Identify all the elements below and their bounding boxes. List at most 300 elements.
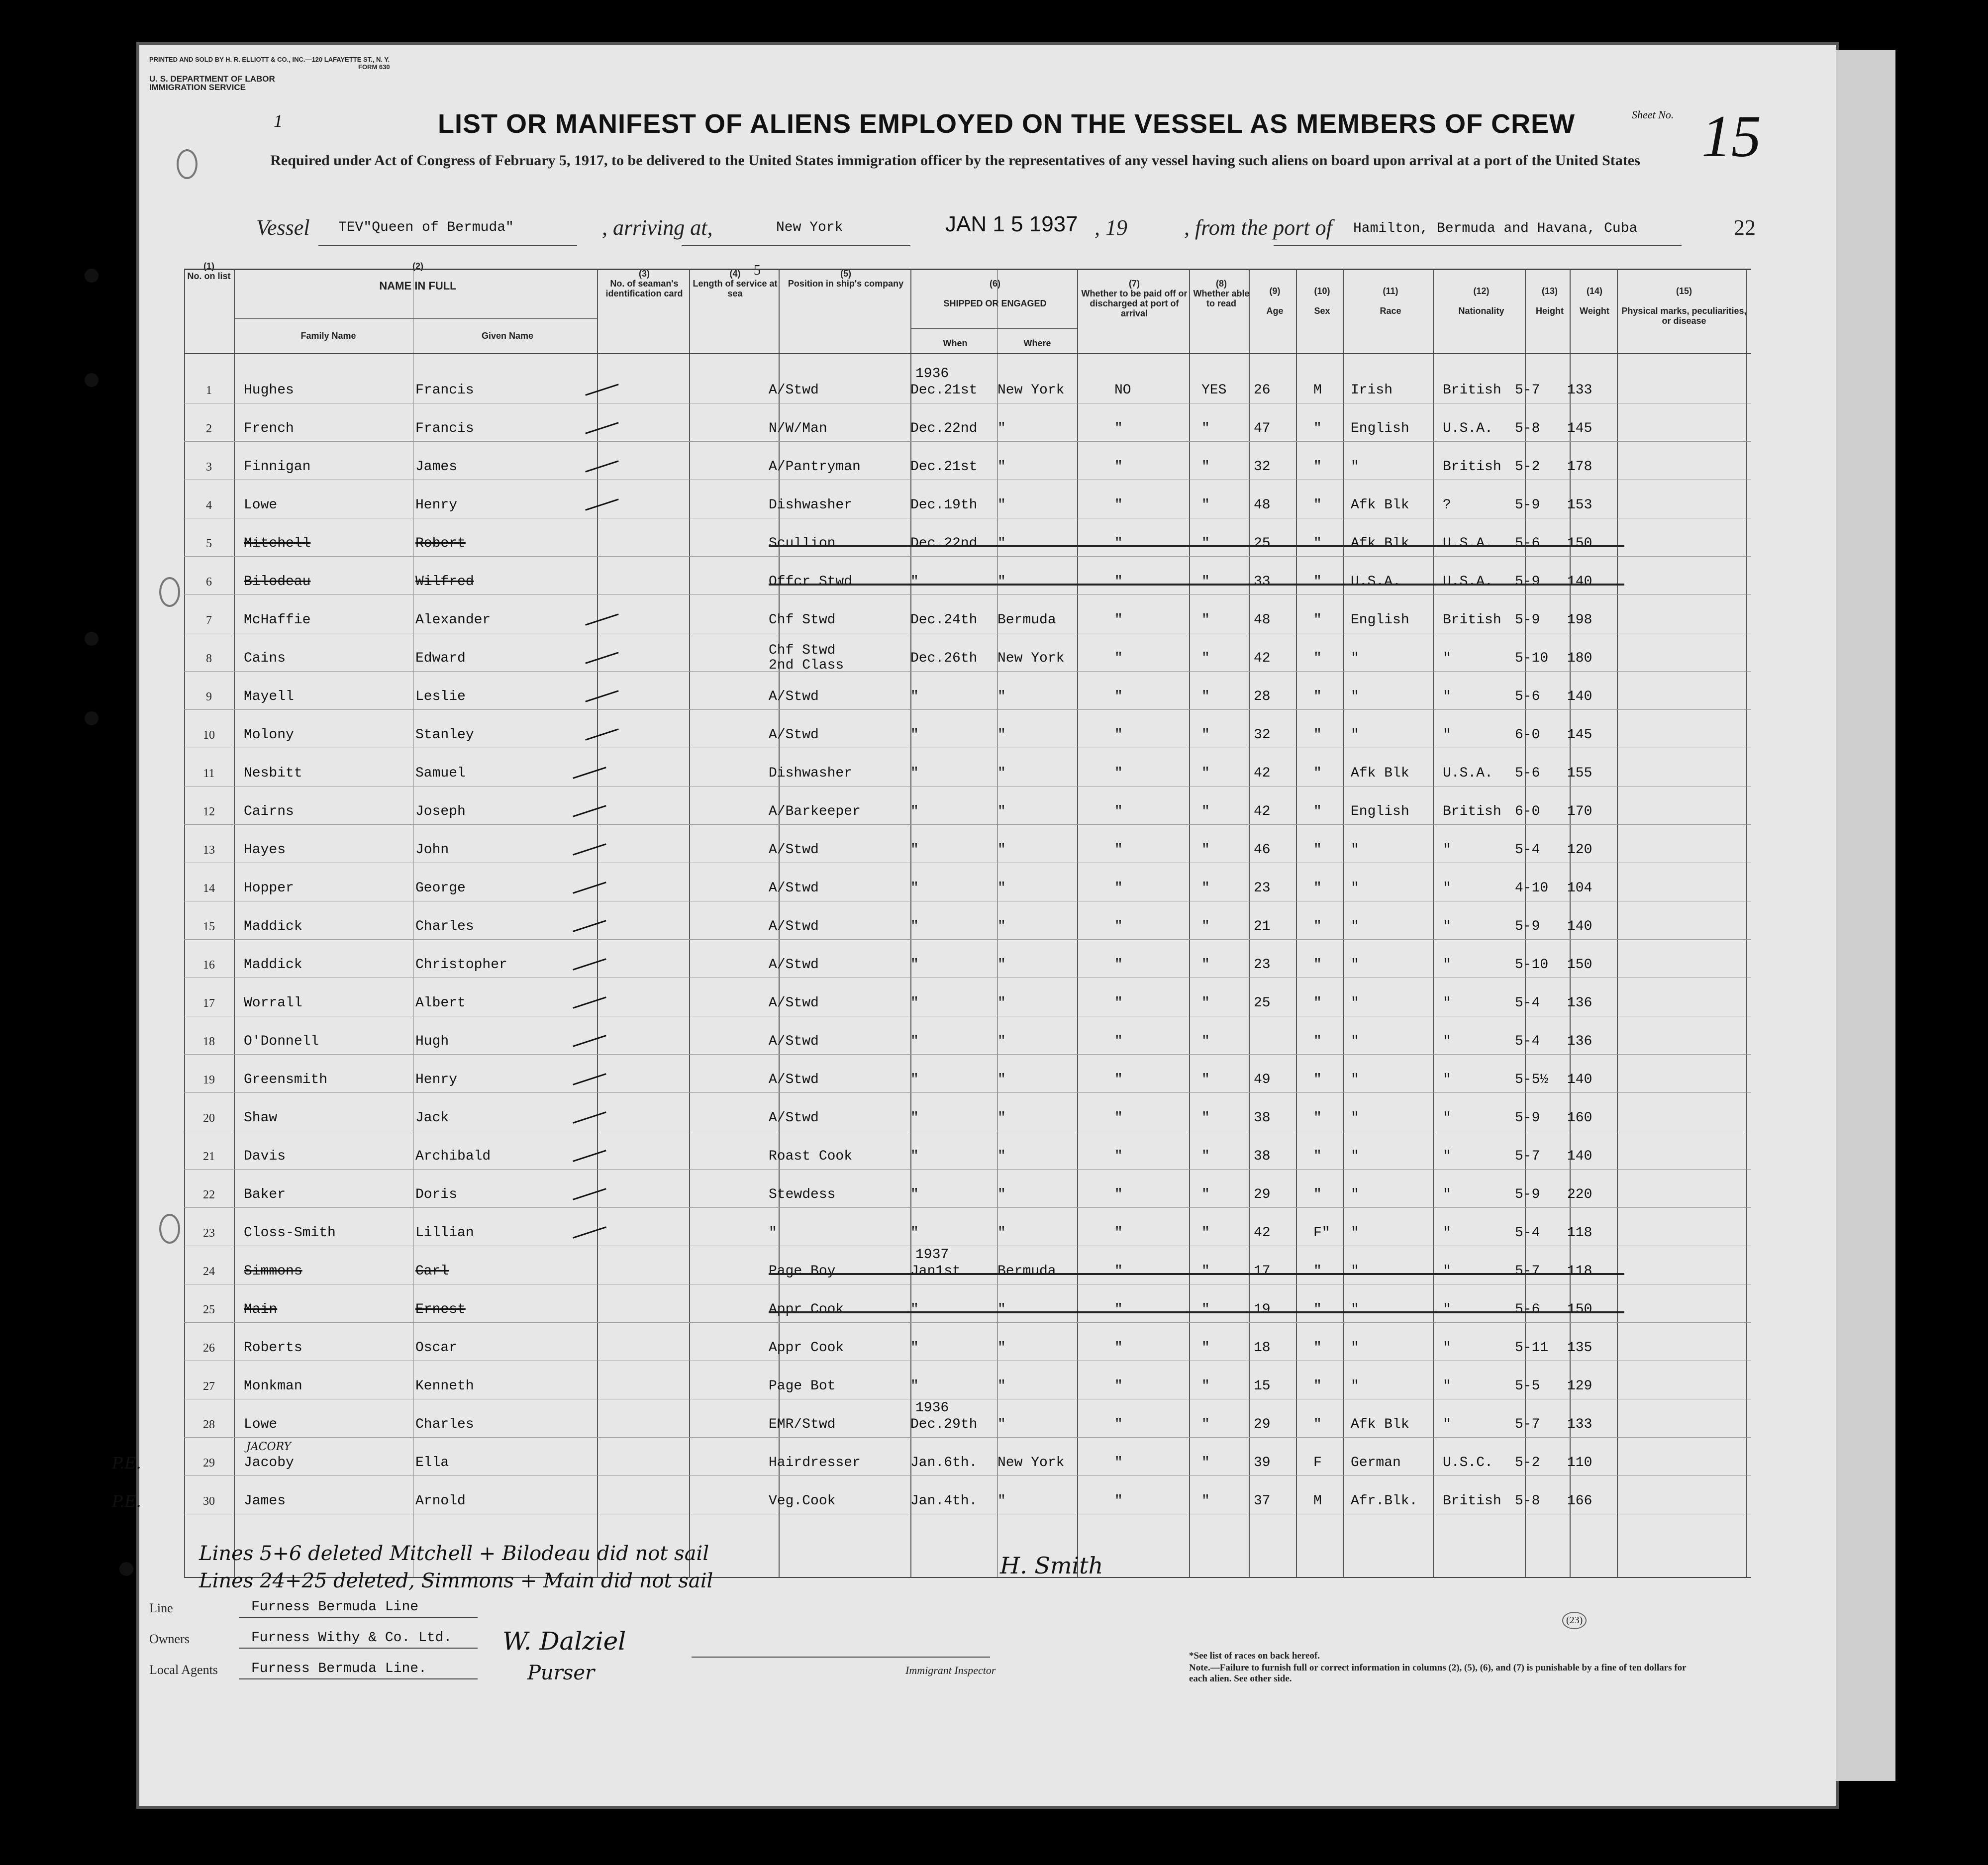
cell-weight: 110 bbox=[1567, 1455, 1592, 1471]
col2a-header: Family Name bbox=[300, 331, 356, 341]
cell-no: 13 bbox=[203, 844, 215, 857]
cell-weight: 198 bbox=[1567, 612, 1592, 628]
cell-position: A/Stwd bbox=[769, 383, 819, 398]
cell-given: Leslie bbox=[415, 689, 466, 704]
cell-sex: F bbox=[1313, 1455, 1322, 1471]
cell-age: 38 bbox=[1254, 1110, 1271, 1126]
cell-no: 8 bbox=[206, 652, 212, 665]
cell-when-year: 1936 bbox=[915, 1400, 949, 1416]
cell-height: 5-10 bbox=[1515, 957, 1549, 973]
row-rule bbox=[184, 1169, 1751, 1170]
cell-read: " bbox=[1201, 459, 1210, 475]
arriving-port: New York bbox=[776, 220, 843, 235]
cell-age: 19 bbox=[1254, 1302, 1271, 1317]
cell-when: " bbox=[910, 1340, 919, 1356]
cell-weight: 220 bbox=[1567, 1187, 1592, 1202]
cell-when: " bbox=[910, 574, 919, 589]
cell-race: " bbox=[1351, 1149, 1359, 1164]
cell-family: Cains bbox=[244, 651, 286, 666]
cell-no: 2 bbox=[206, 422, 212, 435]
cell-weight: 155 bbox=[1567, 766, 1592, 781]
cell-nat: British bbox=[1443, 1493, 1501, 1509]
cell-read: " bbox=[1201, 957, 1210, 973]
cell-where: " bbox=[997, 881, 1006, 896]
cell-paid-off: " bbox=[1114, 536, 1123, 551]
cell-age: 17 bbox=[1254, 1264, 1271, 1279]
penalty-note: Note.—Failure to furnish full or correct information in columns (2), (5), (6), and (7) is punishable by a fine of ten dollars for each alien. See other side. bbox=[1189, 1663, 1687, 1684]
cell-read: " bbox=[1201, 1264, 1210, 1279]
cell-height: 5-7 bbox=[1515, 1149, 1540, 1164]
cell-height: 5-4 bbox=[1515, 1225, 1540, 1241]
vessel-label: Vessel bbox=[256, 215, 310, 240]
cell-position: " bbox=[769, 1225, 777, 1241]
cell-weight: 120 bbox=[1567, 842, 1592, 858]
cell-nat: U.S.A. bbox=[1443, 536, 1493, 551]
agents-value: Furness Bermuda Line. bbox=[251, 1661, 427, 1676]
cell-paid-off: " bbox=[1114, 689, 1123, 704]
cell-age: 15 bbox=[1254, 1378, 1271, 1394]
cell-sex: " bbox=[1313, 957, 1322, 973]
cell-no: 25 bbox=[203, 1303, 215, 1316]
cell-age: 49 bbox=[1254, 1072, 1271, 1087]
cell-paid-off: " bbox=[1114, 574, 1123, 589]
voyage-line bbox=[149, 212, 1756, 260]
cell-read: " bbox=[1201, 536, 1210, 551]
cell-given: Edward bbox=[415, 651, 466, 666]
cell-age: 42 bbox=[1254, 651, 1271, 666]
cell-given: Lillian bbox=[415, 1225, 474, 1241]
cell-when: " bbox=[910, 919, 919, 934]
cell-position: A/Stwd bbox=[769, 727, 819, 743]
cell-sex: M bbox=[1313, 383, 1322, 398]
deletion-line bbox=[769, 1273, 1624, 1275]
cell-when: Jan1st bbox=[910, 1264, 961, 1279]
cell-weight: 129 bbox=[1567, 1378, 1592, 1394]
row-rule bbox=[184, 1322, 1751, 1323]
cell-paid-off: " bbox=[1114, 1072, 1123, 1087]
cell-nat: " bbox=[1443, 1110, 1451, 1126]
cell-position: A/Barkeeper bbox=[769, 804, 861, 819]
cell-where: " bbox=[997, 1187, 1006, 1202]
cell-weight: 150 bbox=[1567, 957, 1592, 973]
cell-given: John bbox=[415, 842, 449, 858]
margin-number: 22 bbox=[1734, 215, 1756, 240]
cell-where: " bbox=[997, 1417, 1006, 1432]
cell-when: Dec.21st bbox=[910, 459, 978, 475]
cell-where: " bbox=[997, 1302, 1006, 1317]
cell-read: " bbox=[1201, 727, 1210, 743]
cell-when: " bbox=[910, 1149, 919, 1164]
cell-age: 39 bbox=[1254, 1455, 1271, 1471]
cell-weight: 180 bbox=[1567, 651, 1592, 666]
cell-height: 5-9 bbox=[1515, 612, 1540, 628]
cell-nat: " bbox=[1443, 995, 1451, 1011]
cell-race: " bbox=[1351, 842, 1359, 858]
cell-read: " bbox=[1201, 919, 1210, 934]
row-rule bbox=[184, 594, 1751, 595]
cell-when: " bbox=[910, 842, 919, 858]
cell-height: 5-5½ bbox=[1515, 1072, 1549, 1087]
cell-age: 48 bbox=[1254, 497, 1271, 513]
row-rule bbox=[184, 1437, 1751, 1438]
cell-where: Bermuda bbox=[997, 612, 1056, 628]
cell-read: " bbox=[1201, 651, 1210, 666]
cell-given: Carl bbox=[415, 1264, 449, 1279]
cell-where: " bbox=[997, 459, 1006, 475]
cell-weight: 166 bbox=[1567, 1493, 1592, 1509]
cell-height: 5-7 bbox=[1515, 1417, 1540, 1432]
cell-race: " bbox=[1351, 1110, 1359, 1126]
cell-race: " bbox=[1351, 919, 1359, 934]
cell-given: Francis bbox=[415, 421, 474, 436]
row-rule bbox=[184, 1207, 1751, 1208]
from-port: Hamilton, Bermuda and Havana, Cuba bbox=[1353, 221, 1638, 236]
cell-read: " bbox=[1201, 1187, 1210, 1202]
cell-race: " bbox=[1351, 727, 1359, 743]
cell-race: " bbox=[1351, 459, 1359, 475]
cell-where: New York bbox=[997, 383, 1065, 398]
cell-position: Stewdess bbox=[769, 1187, 836, 1202]
cell-nat: " bbox=[1443, 1378, 1451, 1394]
cell-read: " bbox=[1201, 1340, 1210, 1356]
cell-no: 6 bbox=[206, 576, 212, 589]
cell-paid-off: " bbox=[1114, 766, 1123, 781]
cell-race: Irish bbox=[1351, 383, 1393, 398]
cell-where: " bbox=[997, 1149, 1006, 1164]
year-label: , 19 bbox=[1094, 215, 1127, 240]
cell-nat: British bbox=[1443, 612, 1501, 628]
cell-where: New York bbox=[997, 1455, 1065, 1471]
cell-paid-off: " bbox=[1114, 421, 1123, 436]
from-label: , from the port of bbox=[1184, 215, 1332, 240]
deletion-line bbox=[769, 1311, 1624, 1313]
cell-paid-off: " bbox=[1114, 842, 1123, 858]
cell-height: 4-10 bbox=[1515, 881, 1549, 896]
cell-nat: U.S.A. bbox=[1443, 421, 1493, 436]
cell-race: Afk Blk bbox=[1351, 1417, 1409, 1432]
cell-sex: " bbox=[1313, 1417, 1322, 1432]
cell-family: Greensmith bbox=[244, 1072, 328, 1087]
cell-no: 15 bbox=[203, 920, 215, 933]
cell-where: " bbox=[997, 995, 1006, 1011]
cell-height: 5-11 bbox=[1515, 1340, 1549, 1356]
cell-when: " bbox=[910, 957, 919, 973]
cell-weight: 160 bbox=[1567, 1110, 1592, 1126]
cell-where: " bbox=[997, 574, 1006, 589]
cell-race: " bbox=[1351, 881, 1359, 896]
cell-paid-off: " bbox=[1114, 497, 1123, 513]
cell-no: 3 bbox=[206, 461, 212, 474]
cell-paid-off: " bbox=[1114, 727, 1123, 743]
cell-age: 23 bbox=[1254, 881, 1271, 896]
deletion-line bbox=[769, 584, 1624, 586]
row-rule bbox=[184, 1054, 1751, 1055]
cell-position: A/Stwd bbox=[769, 1034, 819, 1049]
cell-family: Lowe bbox=[244, 497, 278, 513]
races-note: *See list of races on back hereof. bbox=[1189, 1651, 1320, 1661]
cell-when: " bbox=[910, 689, 919, 704]
cell-no: 24 bbox=[203, 1265, 215, 1278]
cell-when: " bbox=[910, 766, 919, 781]
cell-read: " bbox=[1201, 1455, 1210, 1471]
cell-given: Samuel bbox=[415, 766, 466, 781]
cell-height: 5-10 bbox=[1515, 651, 1549, 666]
cell-sex: " bbox=[1313, 497, 1322, 513]
cell-no: 22 bbox=[203, 1188, 215, 1201]
cell-age: 23 bbox=[1254, 957, 1271, 973]
cell-position: Page Boy bbox=[769, 1264, 836, 1279]
cell-position: A/Stwd bbox=[769, 881, 819, 896]
cell-nat: " bbox=[1443, 727, 1451, 743]
cell-given: Henry bbox=[415, 1072, 458, 1087]
cell-read: " bbox=[1201, 1378, 1210, 1394]
margin-mark: P.E. bbox=[112, 1492, 141, 1511]
cell-height: 5-6 bbox=[1515, 689, 1540, 704]
cell-age: 25 bbox=[1254, 536, 1271, 551]
cell-no: 21 bbox=[203, 1150, 215, 1163]
cell-where: " bbox=[997, 1034, 1006, 1049]
cell-no: 30 bbox=[203, 1495, 215, 1508]
cell-read: " bbox=[1201, 804, 1210, 819]
cell-height: 6-0 bbox=[1515, 727, 1540, 743]
cell-family: Mitchell bbox=[244, 536, 311, 551]
cell-given: Charles bbox=[415, 919, 474, 934]
cell-height: 5-6 bbox=[1515, 766, 1540, 781]
cell-nat: " bbox=[1443, 1417, 1451, 1432]
cell-height: 5-6 bbox=[1515, 536, 1540, 551]
cell-read: " bbox=[1201, 1417, 1210, 1432]
cell-weight: 145 bbox=[1567, 421, 1592, 436]
cell-read: " bbox=[1201, 421, 1210, 436]
cell-position: A/Pantryman bbox=[769, 459, 861, 475]
cell-family: Roberts bbox=[244, 1340, 302, 1356]
cell-paid-off: " bbox=[1114, 1110, 1123, 1126]
purser-signature: W. Dalziel bbox=[502, 1627, 626, 1656]
cell-family: Nesbitt bbox=[244, 766, 302, 781]
cell-family: Mayell bbox=[244, 689, 294, 704]
cell-age: 32 bbox=[1254, 459, 1271, 475]
cell-read: " bbox=[1201, 689, 1210, 704]
sheet-number: 15 bbox=[1701, 103, 1761, 169]
cell-weight: 136 bbox=[1567, 995, 1592, 1011]
cell-height: 5-6 bbox=[1515, 1302, 1540, 1317]
binder-hole-dark bbox=[85, 269, 99, 283]
cell-race: " bbox=[1351, 957, 1359, 973]
department: U. S. DEPARTMENT OF LABOR IMMIGRATION SERVICE bbox=[149, 74, 275, 92]
cell-nat: " bbox=[1443, 651, 1451, 666]
cell-weight: 140 bbox=[1567, 689, 1592, 704]
cell-given: Hugh bbox=[415, 1034, 449, 1049]
cell-height: 5-5 bbox=[1515, 1378, 1540, 1394]
cell-family: Hayes bbox=[244, 842, 286, 858]
cell-age: 29 bbox=[1254, 1417, 1271, 1432]
cell-no: 14 bbox=[203, 882, 215, 895]
cell-paid-off: " bbox=[1114, 612, 1123, 628]
cell-read: " bbox=[1201, 574, 1210, 589]
cell-nat: U.S.C. bbox=[1443, 1455, 1493, 1471]
cell-where: New York bbox=[997, 651, 1065, 666]
cell-nat: " bbox=[1443, 1072, 1451, 1087]
cell-given: Henry bbox=[415, 497, 458, 513]
page-edge bbox=[1836, 50, 1895, 1781]
cell-sex: " bbox=[1313, 1072, 1322, 1087]
cell-when: Dec.19th bbox=[910, 497, 978, 513]
cell-nat: " bbox=[1443, 1149, 1451, 1164]
stamp-mark: (23) bbox=[1562, 1612, 1587, 1629]
cell-paid-off: " bbox=[1114, 651, 1123, 666]
cell-age: 29 bbox=[1254, 1187, 1271, 1202]
cell-height: 5-4 bbox=[1515, 995, 1540, 1011]
cell-position: A/Stwd bbox=[769, 957, 819, 973]
cell-when: " bbox=[910, 1072, 919, 1087]
cell-where: " bbox=[997, 1225, 1006, 1241]
line-value: Furness Bermuda Line bbox=[251, 1599, 419, 1615]
cell-no: 18 bbox=[203, 1035, 215, 1048]
cell-where: " bbox=[997, 727, 1006, 743]
cell-height: 5-9 bbox=[1515, 497, 1540, 513]
cell-family: Maddick bbox=[244, 957, 302, 973]
cell-race: English bbox=[1351, 612, 1409, 628]
cell-race: " bbox=[1351, 651, 1359, 666]
cell-age: 42 bbox=[1254, 1225, 1271, 1241]
cell-given: Oscar bbox=[415, 1340, 458, 1356]
cell-given: Christopher bbox=[415, 957, 507, 973]
agents-label: Local Agents bbox=[149, 1663, 218, 1677]
cell-when: " bbox=[910, 881, 919, 896]
col4-header: (4) Length of service at sea bbox=[693, 269, 778, 298]
cell-race: " bbox=[1351, 1072, 1359, 1087]
cell-when: " bbox=[910, 1225, 919, 1241]
cell-weight: 150 bbox=[1567, 1302, 1592, 1317]
cell-no: 16 bbox=[203, 959, 215, 972]
cell-age: 32 bbox=[1254, 727, 1271, 743]
cell-height: 5-9 bbox=[1515, 1187, 1540, 1202]
cell-when: " bbox=[910, 995, 919, 1011]
cell-where: " bbox=[997, 842, 1006, 858]
cell-family: Main bbox=[244, 1302, 278, 1317]
cell-where: " bbox=[997, 689, 1006, 704]
cell-no: 19 bbox=[203, 1074, 215, 1086]
cell-position: Appr Cook bbox=[769, 1302, 844, 1317]
col1-header: (1) No. on list bbox=[187, 261, 231, 281]
cell-paid-off: " bbox=[1114, 459, 1123, 475]
cell-paid-off: " bbox=[1114, 804, 1123, 819]
cell-family: Finnigan bbox=[244, 459, 311, 475]
cell-position: Chf Stwd 2nd Class bbox=[769, 643, 844, 673]
cell-read: " bbox=[1201, 842, 1210, 858]
cell-age: 38 bbox=[1254, 1149, 1271, 1164]
cell-sex: " bbox=[1313, 881, 1322, 896]
cell-given: Doris bbox=[415, 1187, 458, 1202]
cell-weight: 136 bbox=[1567, 1034, 1592, 1049]
cell-family: Worrall bbox=[244, 995, 302, 1011]
cell-read: " bbox=[1201, 1149, 1210, 1164]
cell-nat: " bbox=[1443, 957, 1451, 973]
col14-header: (14) Weight bbox=[1580, 286, 1609, 316]
cell-paid-off: " bbox=[1114, 1302, 1123, 1317]
cell-sex: " bbox=[1313, 995, 1322, 1011]
row-rule bbox=[184, 671, 1751, 672]
cell-no: 29 bbox=[203, 1457, 215, 1470]
cell-family: Monkman bbox=[244, 1378, 302, 1394]
cell-height: 5-2 bbox=[1515, 459, 1540, 475]
cell-weight: 118 bbox=[1567, 1225, 1592, 1241]
row-rule bbox=[184, 1092, 1751, 1093]
cell-sex: F" bbox=[1313, 1225, 1330, 1241]
cell-nat: " bbox=[1443, 1225, 1451, 1241]
cell-paid-off: " bbox=[1114, 995, 1123, 1011]
binder-hole bbox=[159, 577, 180, 607]
cell-position: Dishwasher bbox=[769, 497, 853, 513]
cell-weight: 140 bbox=[1567, 1072, 1592, 1087]
cell-read: " bbox=[1201, 1302, 1210, 1317]
cell-height: 5-2 bbox=[1515, 1455, 1540, 1471]
cell-race: " bbox=[1351, 1340, 1359, 1356]
cell-sex: " bbox=[1313, 1378, 1322, 1394]
cell-family: Shaw bbox=[244, 1110, 278, 1126]
cell-no: 26 bbox=[203, 1342, 215, 1355]
cell-paid-off: " bbox=[1114, 881, 1123, 896]
row-rule bbox=[184, 709, 1751, 710]
cell-race: Afr.Blk. bbox=[1351, 1493, 1418, 1509]
cell-weight: 140 bbox=[1567, 919, 1592, 934]
cell-given: Charles bbox=[415, 1417, 474, 1432]
cell-nat: " bbox=[1443, 842, 1451, 858]
cell-race: " bbox=[1351, 1187, 1359, 1202]
cell-paid-off: " bbox=[1114, 1340, 1123, 1356]
cell-height: 6-0 bbox=[1515, 804, 1540, 819]
col9-header: (9) Age bbox=[1266, 286, 1284, 316]
cell-weight: 178 bbox=[1567, 459, 1592, 475]
cell-sex: " bbox=[1313, 1034, 1322, 1049]
cell-sex: " bbox=[1313, 842, 1322, 858]
purser-title: Purser bbox=[527, 1662, 595, 1684]
cell-position: Offcr Stwd bbox=[769, 574, 853, 589]
cell-height: 5-8 bbox=[1515, 421, 1540, 436]
cell-family: O'Donnell bbox=[244, 1034, 319, 1049]
cell-when-year: 1937 bbox=[915, 1247, 949, 1263]
cell-position: Hairdresser bbox=[769, 1455, 861, 1471]
cell-paid-off: " bbox=[1114, 1455, 1123, 1471]
cell-when: " bbox=[910, 1187, 919, 1202]
cell-given: Archibald bbox=[415, 1149, 491, 1164]
cell-when: " bbox=[910, 1034, 919, 1049]
cell-sex: " bbox=[1313, 919, 1322, 934]
cell-position: A/Stwd bbox=[769, 919, 819, 934]
cell-paid-off: " bbox=[1114, 1034, 1123, 1049]
cell-nat: British bbox=[1443, 459, 1501, 475]
cell-weight: 133 bbox=[1567, 1417, 1592, 1432]
cell-when: Dec.22nd bbox=[910, 536, 978, 551]
inspector-label: Immigrant Inspector bbox=[905, 1664, 996, 1676]
binder-hole-dark bbox=[85, 711, 99, 725]
cell-given: Wilfred bbox=[415, 574, 474, 589]
cell-sex: " bbox=[1313, 459, 1322, 475]
printer-line: PRINTED AND SOLD BY H. R. ELLIOTT & CO., INC.—120 LAFAYETTE ST., N. Y. FORM 630 bbox=[149, 56, 390, 71]
binder-hole bbox=[159, 1214, 180, 1244]
cell-age: 42 bbox=[1254, 804, 1271, 819]
cell-read: " bbox=[1201, 881, 1210, 896]
cell-position: Page Bot bbox=[769, 1378, 836, 1394]
cell-no: 17 bbox=[203, 997, 215, 1010]
col15-header: (15) Physical marks, peculiarities, or disease bbox=[1621, 286, 1747, 326]
cell-when-year: 1936 bbox=[915, 366, 949, 382]
cell-age: 47 bbox=[1254, 421, 1271, 436]
cell-position: Dishwasher bbox=[769, 766, 853, 781]
cell-family: Baker bbox=[244, 1187, 286, 1202]
cell-race: " bbox=[1351, 1378, 1359, 1394]
cell-race: " bbox=[1351, 689, 1359, 704]
